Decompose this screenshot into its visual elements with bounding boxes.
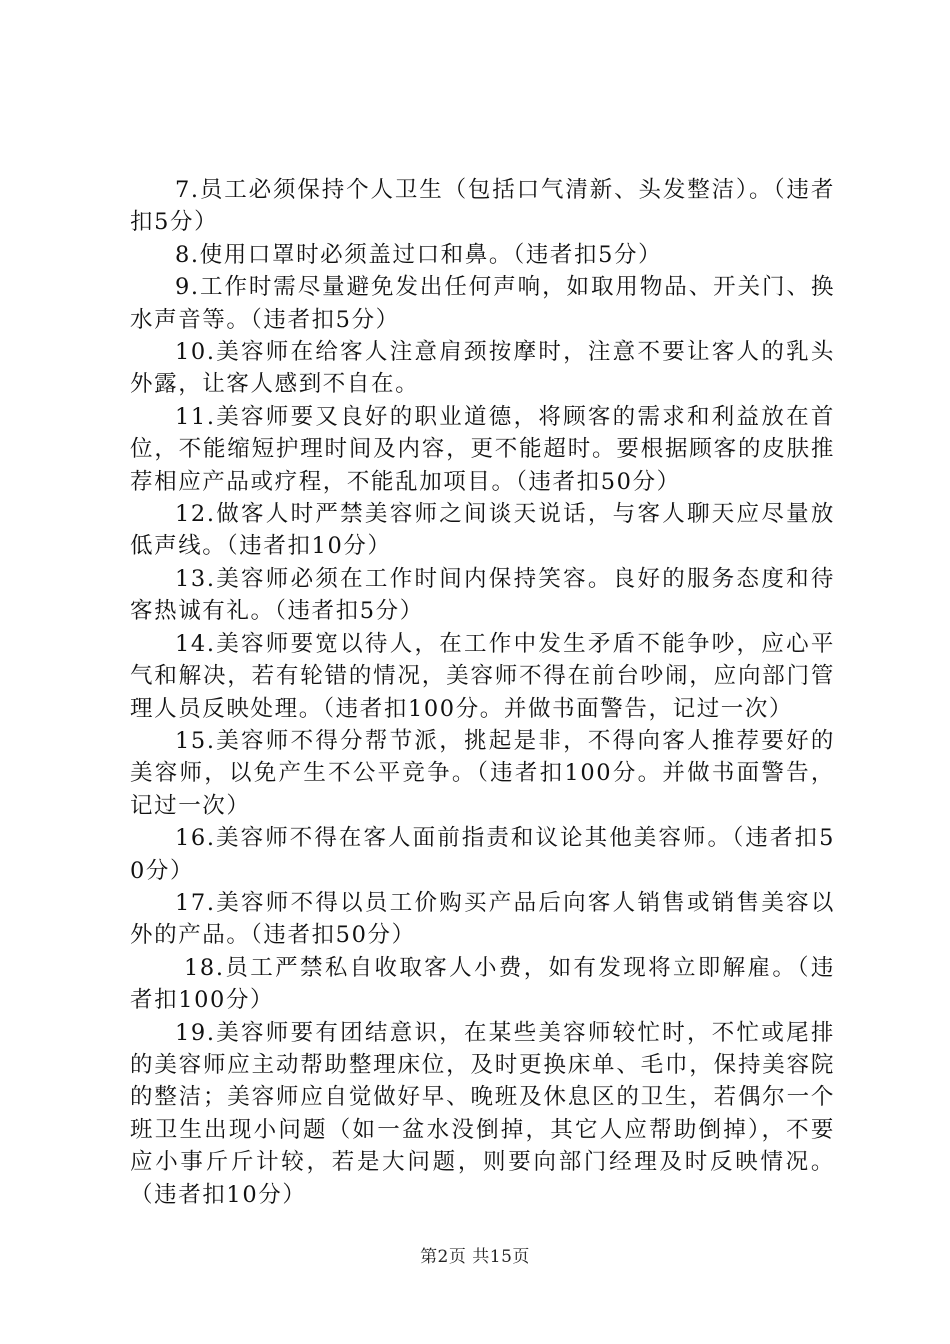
page-footer: [0, 1242, 950, 1267]
page-number-indicator: 第2页 共15页: [420, 1247, 530, 1267]
rule-item-16: 16.美容师不得在客人面前指责和议论其他美容师。（违者扣50分）: [130, 825, 835, 884]
rule-item-8: 8.使用口罩时必须盖过口和鼻。（违者扣5分）: [175, 241, 663, 268]
rule-item-11: 11.美容师要又良好的职业道德，将顾客的需求和利益放在首位，不能缩短护理时间及内容，更不能超时。要根据顾客的皮肤推荐相应产品或疗程，不能乱加项目。（违者扣50分）: [130, 403, 835, 495]
rule-item-14: 14.美容师要宽以待人，在工作中发生矛盾不能争吵，应心平气和解决，若有轮错的情况，美容师不得在前台吵闹，应向部门管理人员反映处理。（违者扣100分。并做书面警告，记过一次）: [130, 630, 835, 722]
rule-item-13: 13.美容师必须在工作时间内保持笑容。良好的服务态度和待客热诚有礼。（违者扣5分）: [130, 565, 835, 625]
rule-item-10: 10.美容师在给客人注意肩颈按摩时，注意不要让客人的乳头外露，让客人感到不自在。: [130, 339, 835, 398]
rule-item-7: 7.员工必须保持个人卫生（包括口气清新、头发整洁）。（违者扣5分）: [130, 177, 835, 236]
rule-item-19: 19.美容师要有团结意识，在某些美容师较忙时，不忙或尾排的美容师应主动帮助整理床位，及时更换床单、毛巾，保持美容院的整洁；美容师应自觉做好早、晚班及休息区的卫生，若偶尔一个班卫生出现小问题（如一盆水没倒掉，其它人应帮助倒掉），不要应小事斤斤计较，若是大问题，则要向部门经理及时反映情况。（违者扣10分）: [130, 1019, 835, 1208]
document-body: [130, 174, 835, 1211]
rule-item-15: 15.美容师不得分帮节派，挑起是非，不得向客人推荐要好的美容师，以免产生不公平竞争。（违者扣100分。并做书面警告，记过一次）: [130, 727, 835, 819]
rule-item-17: 17.美容师不得以员工价购买产品后向客人销售或销售美容以外的产品。（违者扣50分）: [130, 889, 835, 949]
rule-item-12: 12.做客人时严禁美容师之间谈天说话，与客人聊天应尽量放低声线。（违者扣10分）: [130, 501, 835, 560]
rule-item-18: 18.员工严禁私自收取客人小费，如有发现将立即解雇。（违者扣100分）: [130, 954, 835, 1014]
rule-item-9: 9.工作时需尽量避免发出任何声响，如取用物品、开关门、换水声音等。（违者扣5分）: [130, 274, 835, 333]
